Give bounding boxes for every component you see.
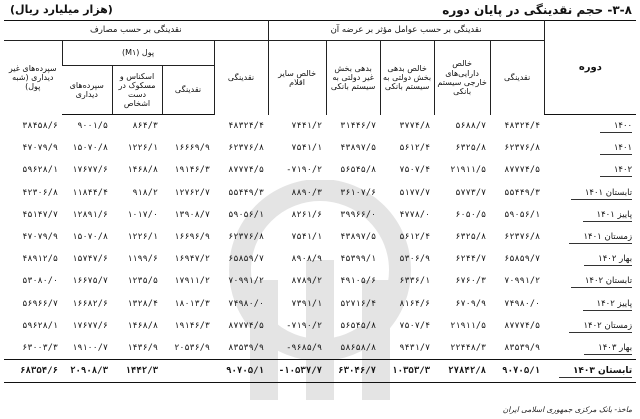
liquidity-cell: ۷۴۹۸۰/۰: [504, 298, 541, 309]
notes-coins-cell: ۱۰۱۷/۰: [127, 209, 159, 220]
net-public-debt-cell: ۱۰۳۵۳/۳: [380, 360, 434, 383]
demand-deposits-cell: ۱۵۰۷۰/۸: [72, 143, 109, 154]
period-label: بهار ۱۴۰۳: [584, 343, 632, 355]
m1-cell: ۲۰۵۳۶/۹: [174, 342, 211, 353]
net-other-items-cell: ۷۵۴۱/۱: [291, 232, 323, 243]
liquidity2-cell: ۶۵۸۵۹/۷: [228, 254, 265, 265]
m1-cell: ۱۸۰۱۳/۳: [174, 298, 211, 309]
nonpublic-debt-cell: ۴۵۳۹۹/۱: [340, 254, 377, 265]
net-other-items-cell: ۷۴۴۱/۲: [291, 120, 323, 131]
quasi-money-cell: ۴۵۱۴۷/۷: [22, 209, 59, 220]
liquidity2-cell: ۵۵۴۴۹/۳: [228, 187, 265, 198]
uses-group-header: نقدینگی بر حسب مصارف: [4, 21, 268, 41]
demand-deposits-cell: ۱۶۶۸۲/۶: [72, 298, 109, 309]
net-public-debt-cell: ۵۳۰۶/۹: [399, 254, 431, 265]
period-label: پاییز ۱۴۰۱: [583, 210, 633, 222]
period-cell: [544, 137, 636, 159]
demand-deposits-cell: ۱۵۰۷۰/۸: [72, 232, 109, 243]
period-cell: [544, 226, 636, 248]
liquidity-cell: ۷۰۹۹۱/۲: [504, 276, 541, 287]
liquidity-cell: ۵۹۰۵۶/۱: [504, 209, 541, 220]
nonpublic-debt-cell: ۳۱۴۴۶/۷: [340, 120, 377, 131]
table-row: [4, 337, 636, 360]
net-foreign-assets-cell: ۵۶۸۸/۷: [455, 120, 487, 131]
m1-cell: ۱۹۱۴۶/۳: [174, 320, 211, 331]
period-label: تابستان ۱۴۰۲: [571, 276, 632, 288]
net-foreign-assets-cell: ۶۳۲۵/۸: [455, 143, 487, 154]
liquidity2-cell: ۵۹۰۵۶/۱: [228, 209, 265, 220]
nonpublic-debt-cell: ۶۳۰۴۶/۷: [326, 360, 380, 383]
net-public-debt-cell: ۷۵۰۷/۴: [399, 320, 431, 331]
net-public-debt-cell: ۶۳۳۶/۱: [399, 276, 431, 287]
period-label: ۱۴۰۲: [600, 165, 632, 177]
net-public-debt-cell: ۵۶۱۲/۴: [399, 232, 431, 243]
table-row: [4, 293, 636, 315]
nonpublic-debt-cell: ۵۸۶۵۸/۸: [340, 342, 377, 353]
table-row: [4, 204, 636, 226]
quasi-money-cell: ۴۷۰۷۹/۹: [22, 143, 59, 154]
demand-deposits-cell: ۱۷۶۷۷/۶: [72, 165, 109, 176]
m1-cell: [162, 115, 214, 138]
net-foreign-assets-cell: ۶۲۴۴/۷: [455, 254, 487, 265]
net-other-items-cell: ۷۵۴۱/۱: [291, 143, 323, 154]
net-foreign-assets-cell: ۵۷۷۳/۷: [455, 187, 487, 198]
period-cell: [544, 360, 636, 383]
quasi-money-cell: ۵۹۶۲۸/۱: [22, 165, 59, 176]
m1-cell: [162, 360, 214, 383]
net-other-items-cell: ۸۲۶۱/۶: [291, 209, 323, 220]
liquidity-cell: ۹۰۷۰۵/۱: [490, 360, 544, 383]
m1-cell: ۱۳۹۰۸/۷: [174, 209, 211, 220]
net-other-items-cell: ۷۳۹۱/۱: [291, 298, 323, 309]
period-label: زمستان ۱۴۰۱: [569, 232, 632, 244]
liquidity2-cell: ۹۰۷۰۵/۱: [214, 360, 268, 383]
liquidity2-header: نقدینگی: [214, 41, 268, 115]
liquidity2-cell: ۶۲۳۷۶/۸: [228, 232, 265, 243]
notes-coins-cell: ۱۴۶۸/۸: [127, 320, 159, 331]
liquidity-cell: ۵۵۴۴۹/۳: [504, 187, 541, 198]
nonpublic-debt-cell: ۵۲۷۱۶/۴: [340, 298, 377, 309]
net-other-items-cell: -۷۱۹۰/۲: [286, 165, 323, 176]
net-foreign-assets-cell: ۶۳۲۵/۸: [455, 232, 487, 243]
net-public-debt-cell: ۴۷۷۸/۰: [399, 209, 431, 220]
liquidity-cell: ۶۵۸۵۹/۷: [504, 254, 541, 265]
period-cell: [544, 270, 636, 292]
net-foreign-assets-cell: ۶۷۶۰/۳: [455, 276, 487, 287]
quasi-money-cell: ۳۸۴۵۸/۶: [22, 120, 59, 131]
quasi-money-cell: ۴۷۰۷۹/۹: [22, 232, 59, 243]
m1-cell: ۱۹۱۴۶/۳: [174, 165, 211, 176]
period-label: ۱۴۰۰: [600, 121, 632, 133]
m1-header: نقدینگی: [162, 66, 214, 115]
period-cell: [544, 115, 636, 138]
period-cell: [544, 337, 636, 360]
m1-cell: ۱۲۷۶۲/۷: [174, 187, 211, 198]
notes-coins-cell: ۸۶۴/۳: [132, 121, 159, 132]
money-group-header: پول (M۱): [62, 41, 214, 66]
liquidity-cell: ۸۳۵۳۹/۹: [504, 342, 541, 353]
net-foreign-assets-cell: ۲۲۴۴۸/۳: [450, 342, 487, 353]
liquidity-cell: ۴۸۳۲۴/۴: [504, 120, 541, 131]
notes-coins-cell: ۱۲۲۶/۱: [127, 143, 159, 154]
table-title: ۳-۸- حجم نقدینگی در پایان دوره: [442, 3, 632, 17]
period-label: بهار ۱۴۰۲: [584, 254, 632, 266]
m1-cell: ۱۷۹۱۱/۲: [174, 276, 211, 287]
net-public-debt-cell: ۵۶۱۲/۴: [399, 143, 431, 154]
nonpublic-debt-cell: ۴۳۸۹۷/۵: [340, 232, 377, 243]
quasi-money-cell: ۵۶۹۶۶/۷: [22, 298, 59, 309]
demand-deposits-cell: ۱۷۶۷۷/۶: [72, 320, 109, 331]
nonpublic-debt-cell: ۵۶۵۴۵/۸: [340, 320, 377, 331]
notes-coins-cell: ۱۲۲۶/۱: [127, 232, 159, 243]
net-foreign-assets-cell: ۶۷۰۹/۹: [455, 298, 487, 309]
liquidity2-cell: ۶۲۳۷۶/۸: [228, 143, 265, 154]
notes-coins-header: اسکناس و مسکوک در دست اشخاص: [112, 66, 162, 115]
liquidity2-cell: ۸۷۷۷۴/۵: [228, 165, 265, 176]
nonpublic-debt-cell: ۴۳۸۹۷/۵: [340, 143, 377, 154]
quasi-money-cell: ۵۳۰۸۰/۰: [22, 276, 59, 287]
net-foreign-assets-header: خالص دارایی‌های خارجی سیستم بانکی: [434, 41, 490, 115]
table-row: [4, 182, 636, 204]
liquidity2-cell: ۸۳۵۳۹/۹: [228, 342, 265, 353]
period-label: تابستان ۱۴۰۱: [571, 188, 632, 200]
notes-coins-cell: ۱۴۶۸/۸: [127, 165, 159, 176]
period-label: تابستان ۱۴۰۳: [559, 366, 632, 378]
net-foreign-assets-cell: ۲۷۸۴۲/۸: [434, 360, 490, 383]
m1-cell: ۱۶۶۶۹/۹: [174, 143, 211, 154]
table-row: [4, 137, 636, 159]
table-row: [4, 248, 636, 270]
net-public-debt-cell: ۳۷۷۴/۸: [399, 120, 431, 131]
quasi-money-cell: ۵۹۶۲۸/۱: [22, 320, 59, 331]
source-note: ماخذ- بانک مرکزی جمهوری اسلامی ایران: [502, 405, 632, 414]
net-other-items-cell: -۹۶۸۵/۹: [286, 342, 323, 353]
liquidity-table: [4, 20, 636, 383]
period-cell: [544, 248, 636, 270]
period-cell: [544, 293, 636, 315]
liquidity-cell: ۶۲۳۷۶/۸: [504, 232, 541, 243]
demand-deposits-cell: ۱۹۱۰۰/۷: [72, 342, 109, 353]
table-body: [4, 115, 636, 383]
demand-deposits-cell: ۹۰۰۱/۵: [77, 121, 109, 132]
net-foreign-assets-cell: ۶۰۵۰/۵: [455, 209, 487, 220]
notes-coins-cell: ۱۲۳۵/۵: [127, 276, 159, 287]
period-label: ۱۴۰۱: [600, 143, 632, 155]
m1-cell: ۱۶۶۹۶/۹: [174, 232, 211, 243]
factors-group-header: نقدینگی بر حسب عوامل مؤثر بر عرضه آن: [268, 21, 544, 41]
liquidity2-cell: ۷۴۹۸۰/۰: [228, 298, 265, 309]
net-public-debt-cell: ۵۱۷۷/۷: [399, 187, 431, 198]
net-public-debt-cell: ۷۵۰۷/۴: [399, 165, 431, 176]
net-foreign-assets-cell: ۲۱۹۱۱/۵: [450, 165, 487, 176]
period-label: زمستان ۱۴۰۲: [569, 321, 632, 333]
demand-deposits-cell: ۲۰۹۰۸/۳: [62, 360, 112, 383]
period-cell: [544, 204, 636, 226]
quasi-money-cell: ۶۸۳۵۴/۶: [4, 360, 62, 383]
table-row: [4, 115, 636, 138]
notes-coins-cell: ۱۴۴۲/۳: [112, 360, 162, 383]
notes-coins-cell: ۱۱۹۹/۶: [127, 254, 159, 265]
period-label: پاییز ۱۴۰۲: [583, 299, 633, 311]
demand-deposits-cell: ۱۵۷۴۷/۶: [72, 254, 109, 265]
net-other-items-cell: ۸۹۰۸/۹: [291, 254, 323, 265]
quasi-money-cell: ۴۲۳۰۶/۸: [22, 187, 59, 198]
liquidity-cell: ۸۷۷۷۴/۵: [504, 165, 541, 176]
total-row: [4, 360, 636, 383]
period-header: دوره: [544, 21, 636, 115]
nonpublic-debt-cell: ۴۹۱۰۵/۶: [340, 276, 377, 287]
liquidity2-cell: ۷۰۹۹۱/۲: [228, 276, 265, 287]
net-other-items-cell: -۱۰۵۳۷/۷: [268, 360, 326, 383]
table-row: [4, 270, 636, 292]
net-other-items-cell: ۸۷۸۹/۲: [291, 276, 323, 287]
liquidity2-cell: ۸۷۷۷۴/۵: [228, 320, 265, 331]
demand-deposits-cell: ۱۱۸۴۴/۴: [72, 187, 109, 198]
liquidity-cell: ۸۷۷۷۴/۵: [504, 320, 541, 331]
net-other-items-cell: ۸۸۹۰/۳: [291, 187, 323, 198]
nonpublic-debt-cell: ۳۶۱۰۷/۶: [340, 187, 377, 198]
liquidity2-cell: ۴۸۳۲۴/۴: [228, 120, 265, 131]
net-public-debt-cell: ۹۴۳۱/۷: [399, 342, 431, 353]
quasi-money-cell: ۴۸۹۱۲/۵: [22, 254, 59, 265]
notes-coins-cell: ۱۳۲۸/۴: [127, 298, 159, 309]
net-foreign-assets-cell: ۲۱۹۱۱/۵: [450, 320, 487, 331]
period-cell: [544, 159, 636, 181]
demand-deposits-cell: ۱۲۸۹۱/۶: [72, 209, 109, 220]
notes-coins-cell: ۱۴۳۶/۹: [127, 342, 159, 353]
liquidity-cell: ۶۲۳۷۶/۸: [504, 143, 541, 154]
period-cell: [544, 182, 636, 204]
nonpublic-debt-cell: ۵۶۵۴۵/۸: [340, 165, 377, 176]
quasi-money-cell: ۶۳۰۰۳/۳: [22, 342, 59, 353]
notes-coins-cell: ۹۱۸/۲: [132, 187, 159, 198]
table-row: [4, 159, 636, 181]
period-cell: [544, 315, 636, 337]
net-public-debt-header: خالص بدهی بخش دولتی به سیستم بانکی: [380, 41, 434, 115]
demand-deposits-cell: ۱۶۶۷۵/۷: [72, 276, 109, 287]
net-public-debt-cell: ۸۱۶۴/۶: [399, 298, 431, 309]
table-row: [4, 315, 636, 337]
m1-cell: ۱۶۹۴۷/۲: [174, 254, 211, 265]
unit-label: (هزار میلیارد ریال): [10, 3, 113, 16]
net-other-items-cell: -۷۱۹۰/۲: [286, 320, 323, 331]
table-row: [4, 226, 636, 248]
nonpublic-debt-header: بدهی بخش غیر دولتی به سیستم بانکی: [326, 41, 380, 115]
liquidity-header: نقدینگی: [490, 41, 544, 115]
demand-deposits-header: سپرده‌های دیداری: [62, 66, 112, 115]
quasi-money-header: سپرده‌های غیر دیداری (شبه پول): [8, 63, 57, 92]
nonpublic-debt-cell: ۳۹۹۶۶/۰: [340, 209, 377, 220]
net-other-items-header: خالص سایر اقلام: [268, 41, 326, 115]
